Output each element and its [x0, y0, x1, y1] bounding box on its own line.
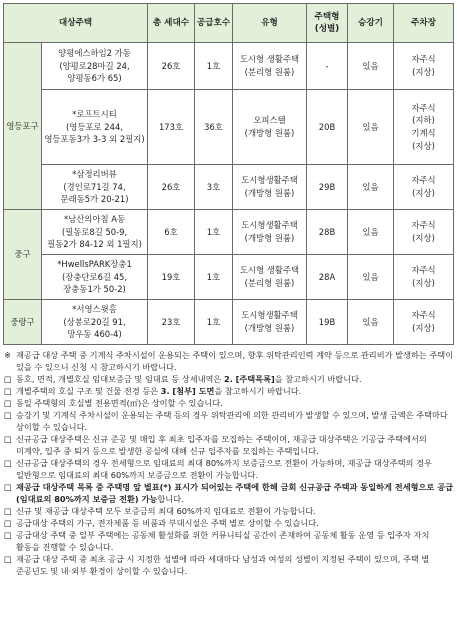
elevator: 있음	[348, 43, 394, 90]
table-header-row	[4, 4, 454, 43]
elevator: 있음	[348, 165, 394, 210]
header-parking: 주차장	[394, 4, 454, 43]
supply-units: 1호	[195, 210, 233, 255]
supply-units: 1호	[195, 43, 233, 90]
note-item-highlight: □ 재공급 대상주택 목록 중 주택명 앞 별표(*) 표시가 되어있는 주택에 한해 금회 신규공급 주택과 동일하게 전세형으로 공급(임대료의 80%까지 보증금 전환) 가능합니다.	[4, 482, 454, 504]
note-item: □ 동일 주택형의 호실별 전용면적(㎡)은 상이할 수 있습니다.	[4, 398, 223, 408]
table-row	[4, 255, 454, 300]
header-supply-units: 공급호수	[195, 4, 233, 43]
supply-units: 3호	[195, 165, 233, 210]
total-units: 19호	[148, 255, 195, 300]
parking: 자주식 (지하) 기계식 (지상)	[394, 90, 454, 165]
note-item: ※ 재공급 대상 주택 중 기계식 주차시설이 운용되는 주택이 있으며, 향후 위탁관리인력 계약 등으로 관리비가 발생하는 주택이 있을 수 있으니 신청 시 참고하시기 바랍니다.	[4, 350, 454, 372]
total-units: 23호	[148, 300, 195, 345]
housing-name: 양평에스하임2 가동 (양평로28마길 24, 양평동6가 65)	[42, 43, 148, 90]
parking: 자주식 (지상)	[394, 165, 454, 210]
housing-type: 28B	[307, 210, 348, 255]
checkbox-bullet-icon: □	[4, 386, 12, 396]
checkbox-bullet-icon: □	[4, 398, 12, 408]
housing-name: *HwellsPARK장충1 (장충단로6길 45, 장충동1가 50-2)	[42, 255, 148, 300]
checkbox-bullet-icon: □	[4, 410, 12, 420]
header-type: 유형	[233, 4, 307, 43]
housing-name: *삼정리버뷰 (경인로71길 74, 문래동5가 20-21)	[42, 165, 148, 210]
housing-type: 28A	[307, 255, 348, 300]
housing-category: 도시형 생활주택 (분리형 원룸)	[233, 43, 307, 90]
supply-units: 1호	[195, 300, 233, 345]
housing-name: *남산의아침 A동 (필동로8길 50-9, 필동2가 84-12 외 1필지)	[42, 210, 148, 255]
note-item: □ 승강기 및 기계식 주차시설이 운용되는 주택 등의 경우 위탁관리에 의한 관리비가 발생할 수 있으며, 발생 금액은 주택마다 상이할 수 있습니다.	[4, 410, 448, 432]
district-cell: 중구	[4, 210, 42, 300]
parking: 자주식 (지상)	[394, 300, 454, 345]
notes-section	[3, 349, 454, 577]
elevator: 있음	[348, 300, 394, 345]
table-row	[4, 300, 454, 345]
note-item: □ 동호, 면적, 개별호실 임대보증금 및 임대료 등 상세내역은 2. [주택목록]을 참고하시기 바랍니다.	[4, 374, 362, 384]
table-row	[4, 210, 454, 255]
supply-units: 36호	[195, 90, 233, 165]
header-housing-type: 주택형 (성별)	[307, 4, 348, 43]
housing-category: 오피스텔 (개방형 원룸)	[233, 90, 307, 165]
housing-category: 도시형생활주택 (개방형 원룸)	[233, 300, 307, 345]
note-item: □ 신규공급 대상주택의 경우 전세형으로 임대료의 최대 80%까지 보증금으로 전환이 가능하며, 재공급 대상주택의 경우 일반형으로 임대료의 최대 60%까지 보증금으로 전환이 가능합니다.	[4, 458, 432, 480]
checkbox-bullet-icon: □	[4, 374, 12, 384]
parking: 자주식 (지상)	[394, 255, 454, 300]
table-row	[4, 165, 454, 210]
housing-category: 도시형 생활주택 (분리형 원룸)	[233, 255, 307, 300]
parking: 자주식 (지상)	[394, 210, 454, 255]
header-name: 대상주택	[4, 4, 148, 43]
district-cell: 중랑구	[4, 300, 42, 345]
checkbox-bullet-icon: □	[4, 458, 12, 468]
parking: 자주식 (지상)	[394, 43, 454, 90]
housing-type: 29B	[307, 165, 348, 210]
checkbox-bullet-icon: □	[4, 434, 12, 444]
header-total-units: 총 세대수	[148, 4, 195, 43]
table-row	[4, 90, 454, 165]
note-item: □ 개별주택의 호실 구조 및 건물 전경 등은 3. [첨부] 도면을 참고하시기 바랍니다.	[4, 386, 302, 396]
housing-category: 도시형생활주택 (개방형 원룸)	[233, 210, 307, 255]
reference-mark: ※	[4, 350, 11, 360]
table-row	[4, 43, 454, 90]
checkbox-bullet-icon: □	[4, 482, 12, 492]
checkbox-bullet-icon: □	[4, 554, 12, 564]
housing-type: 20B	[307, 90, 348, 165]
housing-table	[3, 3, 454, 345]
header-elevator: 승강기	[348, 4, 394, 43]
elevator: 있음	[348, 210, 394, 255]
housing-type: -	[307, 43, 348, 90]
checkbox-bullet-icon: □	[4, 506, 12, 516]
total-units: 6호	[148, 210, 195, 255]
housing-name: *로프트시티 (영등포로 244, 영등포동3가 3-3 외 2필지)	[42, 90, 148, 165]
note-item: □ 신규 및 재공급 대상주택 모두 보증금의 최대 60%까지 임대료로 전환이 가능합니다.	[4, 506, 316, 516]
elevator: 있음	[348, 90, 394, 165]
note-item: □ 신규공급 대상주택은 신규 준공 및 매입 후 최초 입주자를 모집하는 주택이며, 재공급 대상주택은 기공급 주택에서의 미계약, 입주 중 퇴거 등으로 발생한 공실에 대해 신규 입주자를 모집하는 주택입니다.	[4, 434, 427, 456]
supply-units: 1호	[195, 255, 233, 300]
housing-name: *서영스윗홈 (상봉로20길 91, 망우동 460-4)	[42, 300, 148, 345]
housing-category: 도시형생활주택 (개방형 원룸)	[233, 165, 307, 210]
note-item: □ 재공급 대상 주택 중 최초 공급 시 지정한 성별에 따라 세대마다 남성과 여성의 성별이 지정된 주택이 있으며, 주택 별 준공년도 및 내·외부 환경이 상이할 수 있습니다.	[4, 554, 430, 576]
housing-type: 19B	[307, 300, 348, 345]
note-item: □ 공급대상 주택 중 일부 주택에는 공동체 활성화를 위한 커뮤니티실 공간이 존재하여 공동체 활동 운영 등 입주자 자치 활동을 진행할 수 있습니다.	[4, 530, 430, 552]
note-item: □ 공급대상 주택의 가구, 전자제품 등 비품과 부대시설은 주택 별로 상이할 수 있습니다.	[4, 518, 319, 528]
district-cell: 영등포구	[4, 43, 42, 210]
total-units: 26호	[148, 43, 195, 90]
elevator: 있음	[348, 255, 394, 300]
checkbox-bullet-icon: □	[4, 530, 12, 540]
total-units: 26호	[148, 165, 195, 210]
total-units: 173호	[148, 90, 195, 165]
checkbox-bullet-icon: □	[4, 518, 12, 528]
